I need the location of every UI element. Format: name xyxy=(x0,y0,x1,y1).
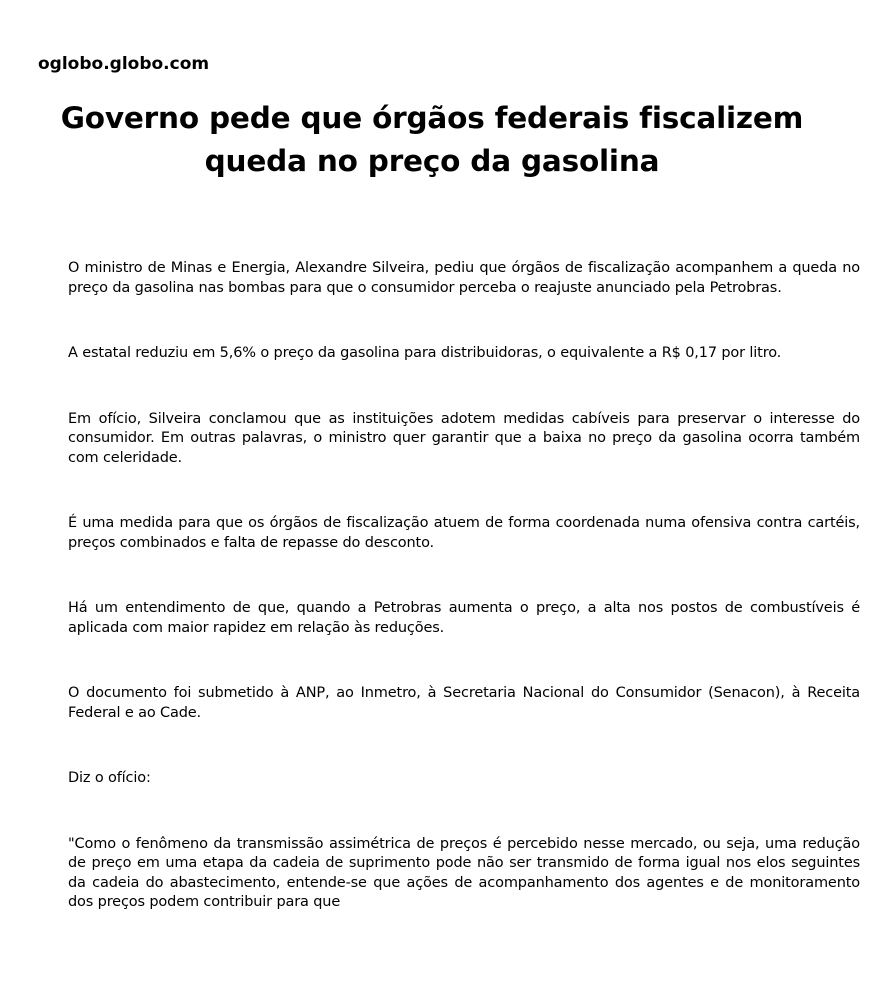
site-domain: oglobo.globo.com xyxy=(38,54,210,74)
article-paragraph: A estatal reduziu em 5,6% o preço da gasolina para distribuidoras, o equivalente a R$ 0,17 por litro. xyxy=(68,345,782,361)
article-paragraph: O ministro de Minas e Energia, Alexandre Silveira, pediu que órgãos de fiscalização acompanhem a queda no preço da gasolina nas bombas para que o consumidor perceba o reajuste anunciado pela Petrobras. xyxy=(68,260,860,296)
article-paragraph: Diz o ofício: xyxy=(68,770,151,786)
article-paragraph: O documento foi submetido à ANP, ao Inmetro, à Secretaria Nacional do Consumidor (Senacon), à Receita Federal e ao Cade. xyxy=(68,685,860,721)
article-paragraph: É uma medida para que os órgãos de fiscalização atuem de forma coordenada numa ofensiva contra cartéis, preços combinados e falta de repasse do desconto. xyxy=(68,515,860,551)
article-paragraph: Em ofício, Silveira conclamou que as instituições adotem medidas cabíveis para preservar o interesse do consumidor. Em outras palavras, o ministro quer garantir que a baixa no preço da gasolina ocorra também com celeridade. xyxy=(68,410,860,466)
article-body xyxy=(68,259,860,913)
article-headline: Governo pede que órgãos federais fiscalizem queda no preço da gasolina xyxy=(60,101,804,178)
article-paragraph: "Como o fenômeno da transmissão assimétrica de preços é percebido nesse mercado, ou seja, uma redução de preço em uma etapa da cadeia de suprimento pode não ser transmido de forma igual nos elos seguintes da cadeia do abastecimento, entende-se que ações de acompanhamento dos agentes e de monitoramento dos preços podem contribuir para que xyxy=(68,835,860,910)
article-paragraph: Há um entendimento de que, quando a Petrobras aumenta o preço, a alta nos postos de combustíveis é aplicada com maior rapidez em relação às reduções. xyxy=(68,600,860,636)
